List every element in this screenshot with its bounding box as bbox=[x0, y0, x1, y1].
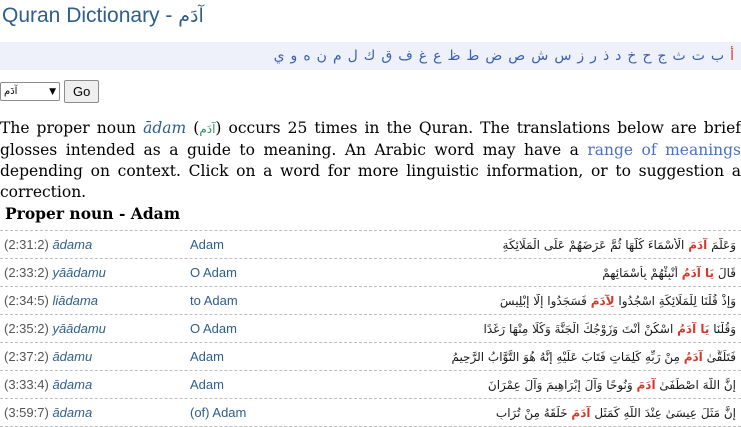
letter-link[interactable]: ش bbox=[531, 48, 549, 64]
verse-location bbox=[4, 349, 92, 364]
letter-link[interactable]: م bbox=[332, 48, 342, 64]
chevron-down-icon: ▼ bbox=[49, 86, 56, 97]
section-title: Proper noun - Adam bbox=[5, 204, 181, 223]
letter-link[interactable]: ب bbox=[710, 48, 725, 64]
letter-link[interactable]: ع bbox=[433, 48, 442, 64]
word-translit[interactable]: liādama bbox=[52, 293, 98, 308]
verse-text-before: وَعَلَّمَ bbox=[707, 237, 736, 252]
verse-text-before: قَالَ bbox=[714, 265, 736, 280]
intro-text-1: The proper noun bbox=[0, 119, 144, 137]
verse-text-after: الْأَسْمَاءَ كُلَّهَا ثُمَّ عَرَضَهُمْ عَلَى الْمَلَائِكَةِ bbox=[502, 237, 689, 252]
verse-location bbox=[4, 405, 92, 420]
verse-ref: (2:34:5) bbox=[4, 293, 49, 308]
page-title bbox=[2, 4, 204, 28]
verse-text-before: إِنَّ مَثَلَ عِيسَىٰ عِنْدَ اللَّهِ كَمَثَلِ bbox=[590, 405, 736, 420]
table-row bbox=[0, 259, 741, 287]
letter-link[interactable]: ض bbox=[485, 48, 503, 64]
verse-text-after: وَنُوحًا وَآلَ إِبْرَاهِيمَ وَآلَ عِمْرَانَ bbox=[487, 377, 637, 392]
intro-text-2: occurs 25 times in the Quran. The translations below are brief glosses intended as a guide to meaning. An Arabic word may have a bbox=[0, 119, 741, 159]
range-of-meanings-link[interactable]: range of meanings bbox=[587, 141, 741, 159]
verse-text-after: خَلَقَهُ مِنْ تُرَابٍ bbox=[495, 405, 572, 420]
letter-link[interactable]: ق bbox=[381, 48, 393, 64]
verse-arabic bbox=[488, 378, 736, 392]
verse-text-after: أَنْبِئْهُمْ بِأَسْمَائِهِمْ bbox=[602, 265, 682, 280]
verse-highlight-word[interactable]: آدَمَ bbox=[636, 377, 656, 392]
letter-link[interactable]: ج bbox=[657, 48, 667, 64]
verse-text-before: فَتَلَقَّىٰ bbox=[702, 349, 736, 364]
verse-ref: (3:33:4) bbox=[4, 377, 49, 392]
letter-link[interactable]: ظ bbox=[447, 48, 461, 64]
letter-link[interactable]: و bbox=[290, 48, 298, 64]
alphabet-bar bbox=[0, 42, 741, 70]
intro-text-3: depending on context. Click on a word for more linguistic information, or to suggestion a correction. bbox=[0, 162, 741, 201]
letter-link[interactable]: ط bbox=[466, 48, 480, 64]
table-row bbox=[0, 287, 741, 315]
letter-link[interactable]: ذ bbox=[602, 48, 610, 64]
table-row bbox=[0, 399, 741, 427]
word-select[interactable] bbox=[0, 82, 60, 101]
word-translit[interactable]: ādama bbox=[52, 237, 93, 252]
letter-link[interactable]: ح bbox=[642, 48, 652, 64]
verse-ref: (2:33:2) bbox=[4, 265, 49, 280]
letter-link[interactable]: أ bbox=[730, 48, 734, 64]
word-translit[interactable]: ādamu bbox=[52, 349, 93, 364]
verse-arabic bbox=[451, 350, 736, 364]
letter-link[interactable]: ك bbox=[363, 48, 376, 64]
letter-link[interactable]: ي bbox=[273, 48, 285, 64]
letter-link[interactable]: ل bbox=[347, 48, 358, 64]
verse-highlight-word[interactable]: يَا آدَمُ bbox=[681, 265, 715, 280]
table-row bbox=[0, 371, 741, 399]
title-text: Quran Dictionary - bbox=[2, 4, 179, 27]
verse-text-before: وَإِذْ قُلْنَا لِلْمَلَائِكَةِ اسْجُدُوا bbox=[614, 293, 736, 308]
verse-location bbox=[4, 293, 98, 308]
table-row bbox=[0, 315, 741, 343]
word-gloss[interactable]: O Adam bbox=[190, 321, 237, 336]
verse-highlight-word[interactable]: لِآدَمَ bbox=[590, 293, 615, 308]
word-gloss[interactable]: Adam bbox=[190, 377, 224, 392]
verse-highlight-word[interactable]: آدَمُ bbox=[683, 349, 703, 364]
letter-link[interactable]: ز bbox=[577, 48, 585, 64]
intro-paragraph bbox=[0, 118, 741, 203]
letter-link[interactable]: ث bbox=[672, 48, 686, 64]
word-gloss[interactable]: to Adam bbox=[190, 293, 238, 308]
intro-paren-close: ) bbox=[215, 119, 222, 137]
word-translit[interactable]: yāādamu bbox=[52, 321, 106, 336]
verse-arabic bbox=[484, 322, 737, 336]
verse-highlight-word[interactable]: يَا آدَمُ bbox=[677, 321, 710, 336]
word-selector bbox=[0, 80, 99, 103]
word-gloss[interactable]: (of) Adam bbox=[190, 405, 247, 420]
verse-location bbox=[4, 265, 106, 280]
go-button[interactable]: Go bbox=[64, 80, 99, 103]
letter-link[interactable]: ف bbox=[398, 48, 413, 64]
letter-link[interactable]: ر bbox=[590, 48, 597, 64]
verse-text-after: فَسَجَدُوا إِلَّا إِبْلِيسَ bbox=[499, 293, 591, 308]
letter-link[interactable]: غ bbox=[418, 48, 428, 64]
word-translit[interactable]: yāādamu bbox=[52, 265, 106, 280]
verse-text-after: اسْكُنْ أَنْتَ وَزَوْجُكَ الْجَنَّةَ وَكُلَا مِنْهَا رَغَدًا bbox=[483, 321, 678, 336]
verse-text-before: إِنَّ اللَّهَ اصْطَفَىٰ bbox=[655, 377, 736, 392]
letter-link[interactable]: ت bbox=[691, 48, 705, 64]
word-gloss[interactable]: Adam bbox=[190, 237, 224, 252]
verse-ref: (2:37:2) bbox=[4, 349, 49, 364]
verse-text-before: وَقُلْنَا bbox=[709, 321, 736, 336]
letter-link[interactable]: د bbox=[615, 48, 622, 64]
word-translit[interactable]: ādama bbox=[52, 405, 93, 420]
table-row bbox=[0, 231, 741, 259]
intro-arabic: آدَم bbox=[199, 122, 216, 136]
verse-highlight-word[interactable]: آدَمَ bbox=[688, 237, 708, 252]
letter-link[interactable]: ن bbox=[316, 48, 327, 64]
letter-link[interactable]: ه bbox=[303, 48, 311, 64]
intro-translit: ādam bbox=[143, 119, 187, 137]
letter-link[interactable]: س bbox=[554, 48, 572, 64]
table-row bbox=[0, 343, 741, 371]
verse-arabic bbox=[500, 294, 736, 308]
word-gloss[interactable]: Adam bbox=[190, 349, 224, 364]
verse-ref: (2:31:2) bbox=[4, 237, 49, 252]
verse-ref: (3:59:7) bbox=[4, 405, 49, 420]
intro-paren-open: ( bbox=[186, 119, 200, 137]
title-arabic: آدَم bbox=[178, 5, 204, 27]
verse-arabic bbox=[503, 238, 736, 252]
word-gloss[interactable]: O Adam bbox=[190, 265, 237, 280]
verse-text-after: مِنْ رَبِّهِ كَلِمَاتٍ فَتَابَ عَلَيْهِ إِنَّهُ هُوَ التَّوَّابُ الرَّحِيمُ bbox=[451, 349, 684, 364]
verse-location bbox=[4, 377, 92, 392]
word-translit[interactable]: ādama bbox=[52, 377, 93, 392]
verse-ref: (2:35:2) bbox=[4, 321, 49, 336]
verse-highlight-word[interactable]: آدَمَ bbox=[571, 405, 591, 420]
verse-location bbox=[4, 321, 106, 336]
verse-location bbox=[4, 237, 92, 252]
verse-arabic bbox=[496, 406, 736, 420]
word-select-value: آدَم bbox=[4, 86, 18, 97]
letter-link[interactable]: خ bbox=[627, 48, 637, 64]
letter-link[interactable]: ص bbox=[508, 48, 526, 64]
verse-arabic bbox=[602, 266, 736, 280]
occurrence-table bbox=[0, 230, 741, 427]
